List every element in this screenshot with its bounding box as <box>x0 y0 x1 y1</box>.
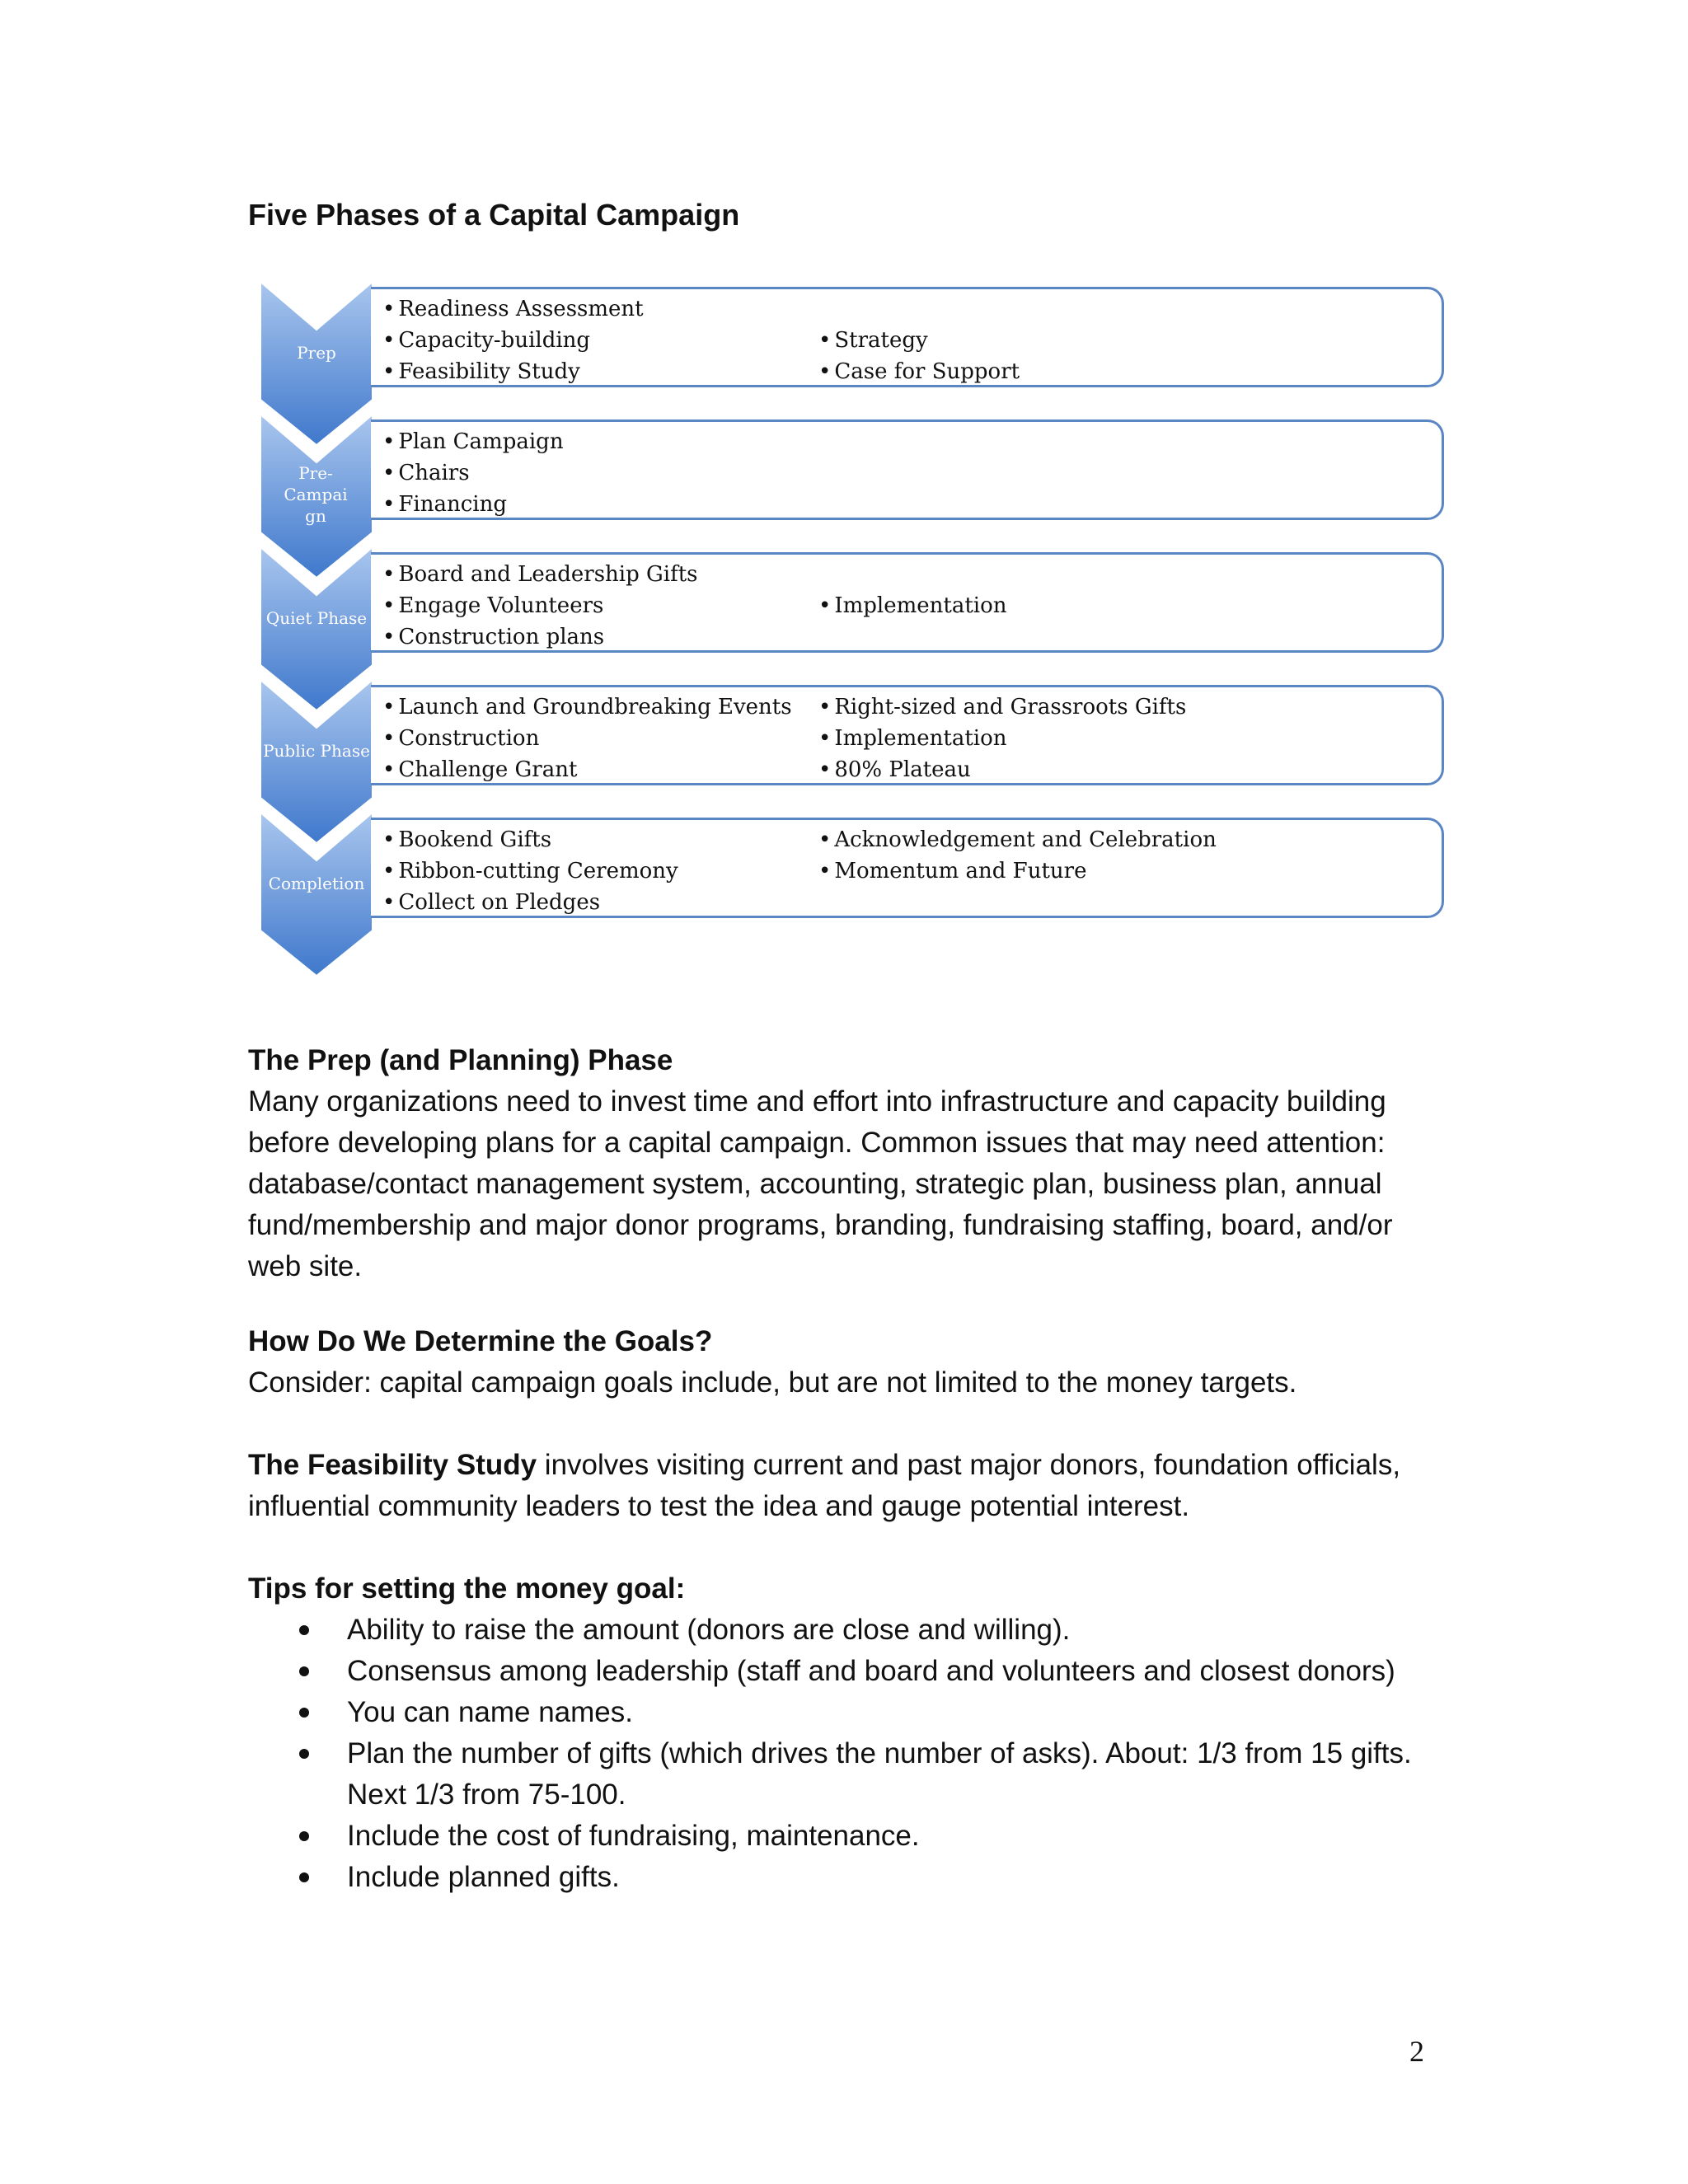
phase-label: Pre-Campaign <box>284 463 348 526</box>
phase-box <box>371 287 1444 387</box>
goals-section <box>248 1321 1443 1404</box>
prep-section <box>248 1040 1443 1287</box>
phase-item: • Ribbon-cutting Ceremony <box>382 855 678 887</box>
tip-item: Plan the number of gifts (which drives the number of asks). About: 1/3 from 15 gifts. Next 1/3 from 75-100. <box>248 1733 1443 1816</box>
phase-item: • Plan Campaign <box>382 426 564 457</box>
phase-label: Prep <box>297 343 336 363</box>
feasibility-body: involves visiting current and past major donors, foundation officials, influential community leaders to test the idea and gauge potential interest. <box>248 1449 1401 1522</box>
phase-col1-list <box>382 293 644 387</box>
feasibility-section <box>248 1445 1443 1527</box>
goals-heading: How Do We Determine the Goals? <box>248 1325 713 1357</box>
phase-chevron-shape <box>260 813 373 976</box>
phase-item: • Right-sized and Grassroots Gifts <box>818 691 1186 723</box>
phase-box <box>371 419 1444 520</box>
phase-item: • Acknowledgement and Celebration <box>818 824 1217 855</box>
phase-label: Public Phase <box>263 741 370 761</box>
page-title: Five Phases of a Capital Campaign <box>248 198 740 232</box>
phase-item: • Capacity-building <box>382 325 644 356</box>
phase-item: • Construction <box>382 723 792 754</box>
phase-col2-list <box>818 559 1007 621</box>
phase-item: • Bookend Gifts <box>382 824 678 855</box>
tip-item: Ability to raise the amount (donors are close and willing). <box>248 1610 1443 1651</box>
phase-box <box>371 552 1444 653</box>
phase-label: Quiet Phase <box>265 608 368 628</box>
prep-body: Many organizations need to invest time and effort into infrastructure and capacity building before developing plans for a capital campaign. Common issues that may need attention: database/contact management system, accounting, strategic plan, business plan, annual fund/membership and major donor programs, branding, fundraising staffing, board, and/or web site. <box>248 1085 1393 1282</box>
phase-item: • Readiness Assessment <box>382 293 644 325</box>
tips-list <box>248 1610 1443 1898</box>
tips-section <box>248 1568 1443 1898</box>
page-number: 2 <box>1409 2035 1424 2068</box>
tip-item: Include planned gifts. <box>248 1857 1443 1898</box>
phase-box <box>371 818 1444 918</box>
tip-item: Include the cost of fundraising, maintenance. <box>248 1816 1443 1857</box>
phase-item: • Strategy <box>818 325 1020 356</box>
phase-item: • Launch and Groundbreaking Events <box>382 691 792 723</box>
phase-col1-list <box>382 426 564 520</box>
phase-item: • Feasibility Study <box>382 356 644 387</box>
phase-label: Completion <box>268 874 365 893</box>
tip-item: Consensus among leadership (staff and board and volunteers and closest donors) <box>248 1651 1443 1692</box>
phase-col2-list <box>818 824 1217 887</box>
goals-body: Consider: capital campaign goals include, but are not limited to the money targets. <box>248 1366 1297 1399</box>
phase-item: • 80% Plateau <box>818 754 1186 785</box>
phase-col2-list <box>818 293 1020 387</box>
phase-item: • Implementation <box>818 590 1007 621</box>
phase-item: • Challenge Grant <box>382 754 792 785</box>
tips-heading: Tips for setting the money goal: <box>248 1572 686 1605</box>
feasibility-lead: The Feasibility Study <box>248 1449 537 1481</box>
phase-item: • Board and Leadership Gifts <box>382 559 698 590</box>
phase-col2-list <box>818 691 1186 785</box>
tip-item: You can name names. <box>248 1692 1443 1733</box>
phase-item: • Collect on Pledges <box>382 887 678 918</box>
phase-item: • Implementation <box>818 723 1186 754</box>
phase-item: • Financing <box>382 489 564 520</box>
phases-diagram <box>247 280 1459 1005</box>
phase-item: • Case for Support <box>818 356 1020 387</box>
phase-col1-list <box>382 559 698 653</box>
phase-col1-list <box>382 691 792 785</box>
prep-heading: The Prep (and Planning) Phase <box>248 1044 673 1076</box>
phase-col1-list <box>382 824 678 918</box>
phase-item: • Engage Volunteers <box>382 590 698 621</box>
phase-item: • Momentum and Future <box>818 855 1217 887</box>
phase-chevron <box>259 811 374 984</box>
phase-item: • Chairs <box>382 457 564 489</box>
phase-item: • Construction plans <box>382 621 698 653</box>
phase-box <box>371 685 1444 785</box>
